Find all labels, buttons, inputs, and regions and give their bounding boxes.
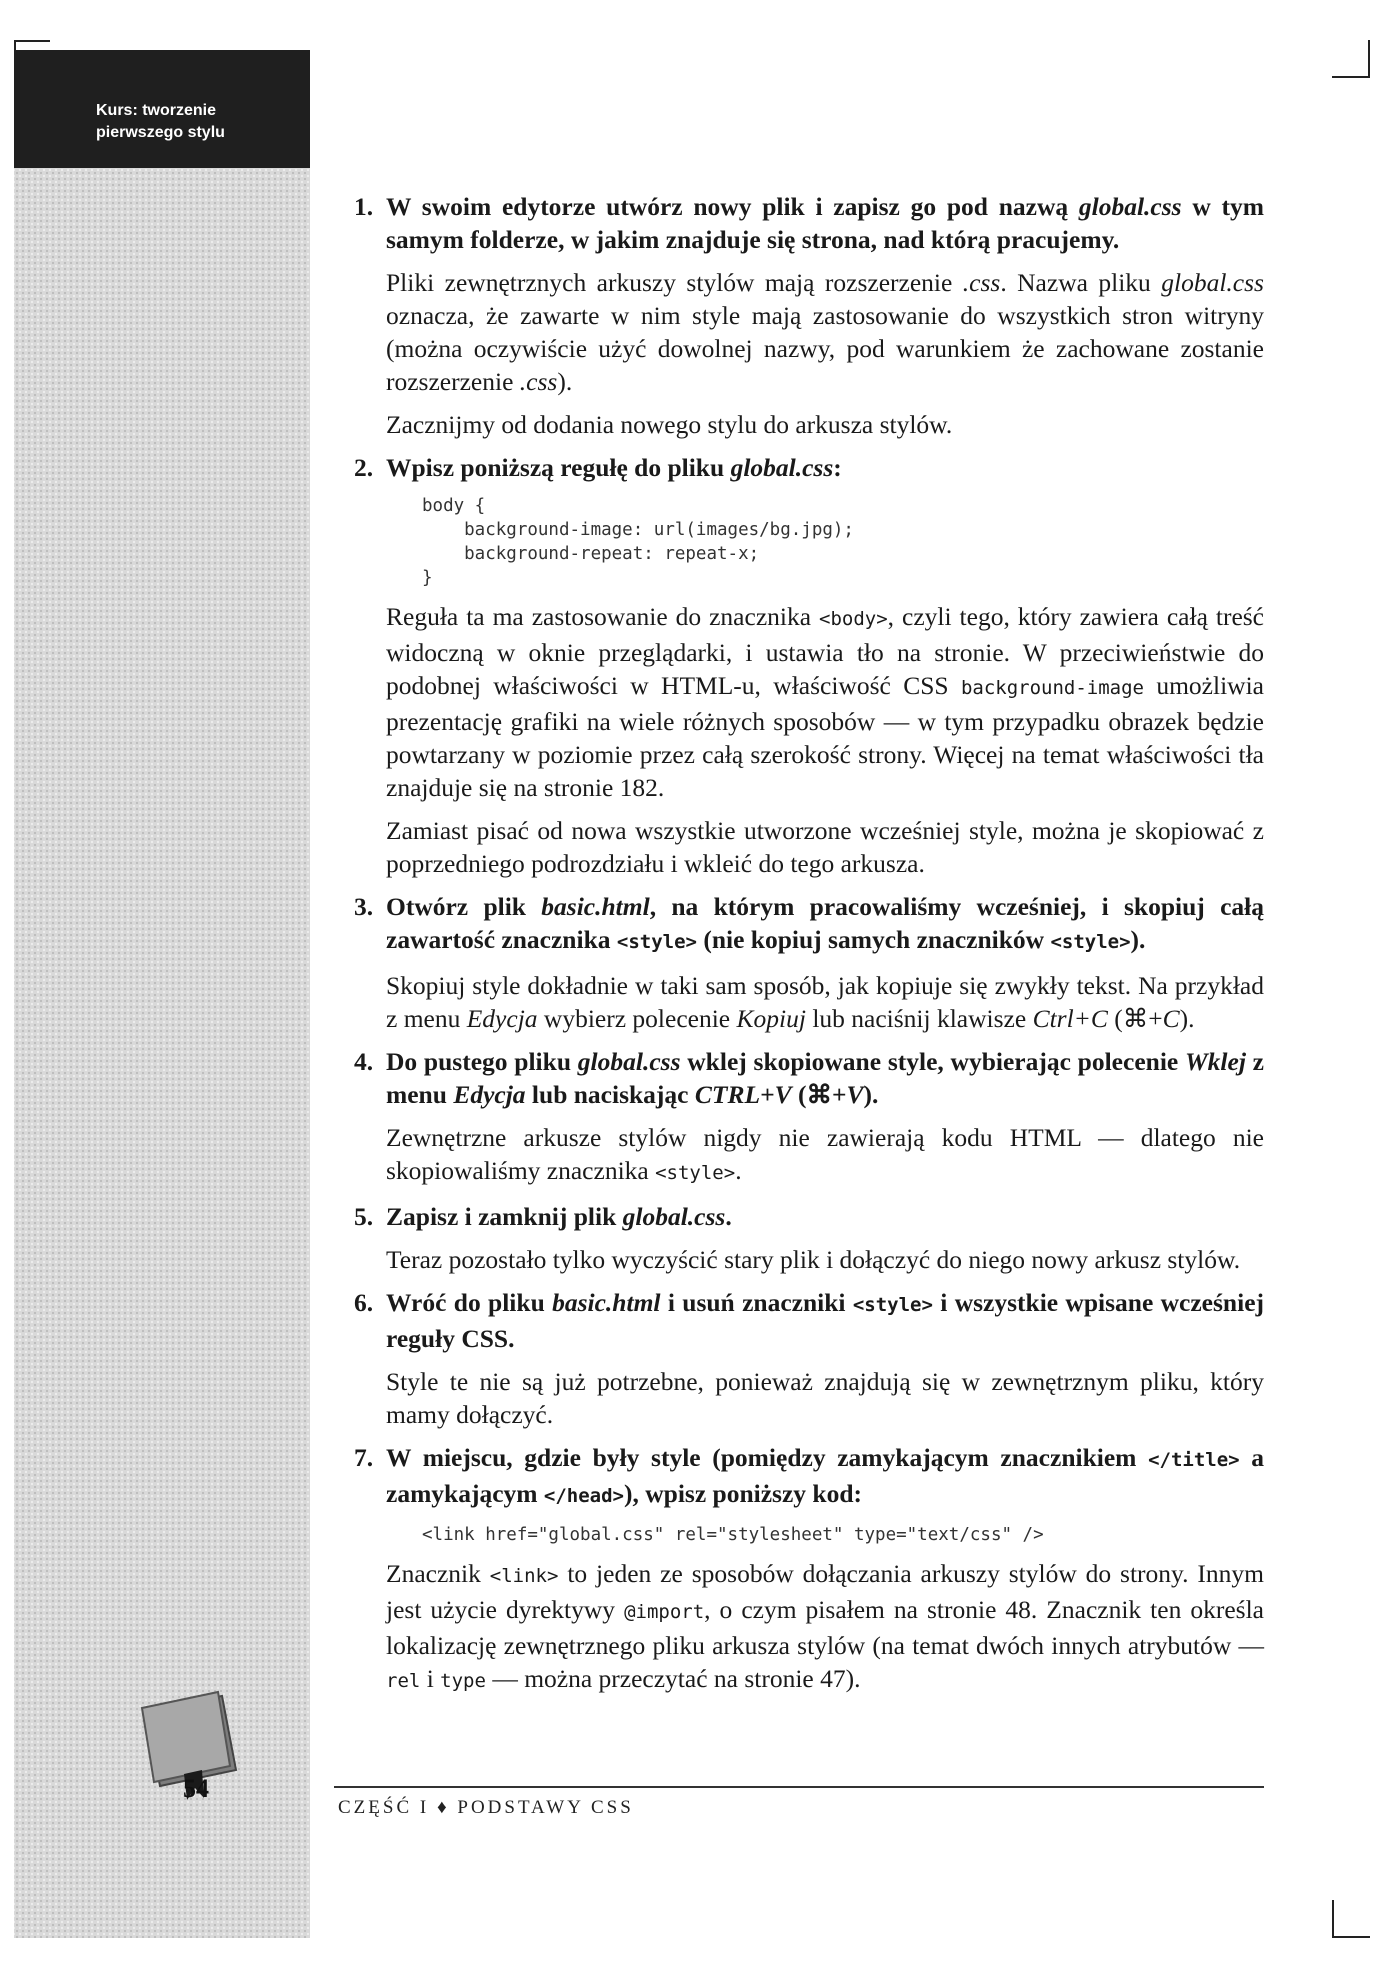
text: Pliki zewnętrznych arkuszy stylów mają rozszerzenie: [386, 268, 963, 297]
text: ).: [557, 367, 573, 396]
text: Wpisz poniższą regułę do pliku: [386, 453, 731, 482]
text: ).: [1130, 925, 1146, 954]
extension: .css: [519, 367, 558, 396]
text: W swoim edytorze utwórz nowy plik i zapisz go pod nazwą: [386, 192, 1079, 221]
chapter-label-line1: Kurs: tworzenie: [96, 102, 217, 119]
step-7-paragraph-1: [386, 1557, 1264, 1698]
step-1: [352, 190, 1264, 256]
inline-code: rel: [386, 1670, 421, 1692]
step-number: 5.: [354, 1202, 374, 1231]
text: ).: [1179, 1004, 1195, 1033]
text: to jeden ze sposobów dołączania arkuszy stylów do strony. Innym jest użycie dyrektywy: [386, 1559, 1264, 1624]
filename: global.css: [622, 1202, 726, 1231]
filename: basic.html: [552, 1288, 661, 1317]
text: i usuń znaczniki: [660, 1288, 853, 1317]
text: W miejscu, gdzie były style (pomiędzy zamykającym znacznikiem: [386, 1443, 1149, 1472]
text: , na którym pracowaliśmy wcześniej, i skopiuj całą zawartość znacznika: [386, 892, 1264, 954]
inline-code: <style>: [852, 1294, 933, 1316]
text: Wróć do pliku: [386, 1288, 553, 1317]
step-title: [386, 1441, 1264, 1513]
filename: global.css: [1078, 192, 1182, 221]
chapter-label: [96, 100, 306, 144]
filename: global.css: [577, 1047, 681, 1076]
text: umożliwia prezentację grafiki na wiele różnych sposobów — w tym przypadku obrazek będzie powtarzany w poziomie przez całą szerokość strony. Więcej na temat właściwości tła znajduje się na stronie 182.: [386, 671, 1264, 802]
filename: global.css: [730, 453, 834, 482]
text: wklej skopiowane style, wybierając polecenie: [680, 1047, 1185, 1076]
text: i: [420, 1664, 441, 1693]
text: lub naciskając: [525, 1080, 695, 1109]
running-footer: CZĘŚĆ I ♦ PODSTAWY CSS: [338, 1797, 634, 1818]
text: , o czym pisałem na stronie 48. Znacznik ten określa lokalizację zewnętrznego pliku arkusza stylów (na temat dwóch innych atrybutów —: [386, 1595, 1264, 1660]
footer-rule: [334, 1786, 1264, 1788]
filename: global.css: [1161, 268, 1264, 297]
step-5-paragraph-1: Teraz pozostało tylko wyczyścić stary plik i dołączyć do niego nowy arkusz stylów.: [386, 1245, 1241, 1274]
command-name: Kopiuj: [736, 1004, 806, 1033]
shortcut: CTRL+V: [694, 1080, 792, 1109]
inline-code: <link>: [489, 1565, 559, 1587]
step-3-paragraph-1: [386, 969, 1264, 1035]
step-1-paragraph-1: [386, 266, 1264, 398]
crop-mark-bottom-right: [1332, 1900, 1370, 1938]
chapter-label-line2: pierwszego stylu: [96, 124, 225, 141]
text: ).: [863, 1080, 879, 1109]
step-6: [352, 1286, 1264, 1355]
text: (nie kopiuj samych znaczników: [696, 925, 1051, 954]
inline-code: <style>: [1050, 931, 1131, 953]
text: lub naciśnij klawisze: [805, 1004, 1033, 1033]
inline-code: background-image: [960, 677, 1144, 699]
text: .: [725, 1202, 732, 1231]
chapter-tab: [14, 50, 310, 168]
text: :: [833, 453, 842, 482]
main-content: [352, 190, 1264, 1708]
step-6-paragraph-1: Style te nie są już potrzebne, ponieważ znajdują się w zewnętrznym pliku, który mamy dołączyć.: [386, 1367, 1264, 1429]
step-2: [352, 451, 1264, 484]
step-title: [386, 1286, 1264, 1355]
text: (⌘+: [1107, 1004, 1163, 1033]
inline-code: type: [440, 1670, 486, 1692]
step-number: 2.: [354, 453, 374, 482]
text: Znacznik: [386, 1559, 490, 1588]
inline-code: <body>: [819, 608, 888, 630]
text: (⌘+: [791, 1080, 847, 1109]
text: .: [735, 1156, 742, 1185]
page-number: 54: [183, 1774, 209, 1803]
text: Otwórz plik: [386, 892, 542, 921]
step-number: 6.: [354, 1288, 374, 1317]
text: ), wpisz poniższy kod:: [624, 1479, 863, 1508]
text: Zapisz i zamknij plik: [386, 1202, 623, 1231]
step-title: [386, 190, 1264, 256]
inline-code: <style>: [655, 1162, 736, 1184]
step-number: 4.: [354, 1047, 374, 1076]
step-number: 7.: [354, 1443, 374, 1472]
inline-code: </title>: [1148, 1449, 1240, 1471]
text: i wszystkie wpisane wcześniej reguły CSS.: [386, 1288, 1265, 1353]
text: Skopiuj style dokładnie w taki sam sposób, jak kopiuje się zwykły tekst. Na przykład z menu: [386, 971, 1264, 1033]
page-sidebar: [14, 50, 310, 1938]
inline-code: <style>: [616, 931, 697, 953]
menu-name: Edycja: [466, 1004, 538, 1033]
shortcut: V: [846, 1080, 864, 1109]
step-3: [352, 890, 1264, 959]
step-number: 3.: [354, 892, 374, 921]
text: z menu: [386, 1047, 1265, 1109]
text: a zamykającym: [386, 1443, 1265, 1508]
text: Zewnętrzne arkusze stylów nigdy nie zawierają kodu HTML — dlatego nie skopiowaliśmy znacznika: [386, 1123, 1264, 1185]
shortcut: Ctrl+C: [1032, 1004, 1108, 1033]
text: . Nazwa pliku: [1000, 268, 1162, 297]
step-2-paragraph-2: Zamiast pisać od nowa wszystkie utworzone wcześniej style, można je skopiować z poprzedniego podrozdziału i wkleić do tego arkusza.: [386, 816, 1264, 878]
text: oznacza, że zawarte w nim style mają zastosowanie do wszystkich stron witryny (można oczywiście użyć dowolnej nazwy, pod warunkiem że zachowane zostanie rozszerzenie: [386, 301, 1264, 396]
text: , czyli tego, który zawiera całą treść widoczną w oknie przeglądarki, i ustawia tło na stronie. W przeciwieństwie do podobnej właściwości w HTML-u, właściwość CSS: [386, 602, 1264, 700]
step-title: [386, 1045, 1264, 1111]
text: Reguła ta ma zastosowanie do znacznika: [386, 602, 820, 631]
step-number: 1.: [354, 192, 374, 221]
step-title: [386, 1200, 1264, 1233]
step-7: [352, 1441, 1264, 1513]
shortcut: C: [1162, 1004, 1180, 1033]
step-title: [386, 451, 1264, 484]
menu-name: Edycja: [453, 1080, 526, 1109]
inline-code: </head>: [543, 1485, 624, 1507]
step-title: [386, 890, 1264, 959]
text: Do pustego pliku: [386, 1047, 578, 1076]
inline-code: @import: [624, 1601, 705, 1623]
text: wybierz polecenie: [537, 1004, 737, 1033]
step-2-paragraph-1: [386, 600, 1264, 804]
text: w tym samym folderze, w jakim znajduje się strona, nad którą pracujemy.: [386, 192, 1264, 254]
filename: basic.html: [541, 892, 650, 921]
extension: .css: [962, 268, 1001, 297]
crop-mark-top-right: [1332, 40, 1370, 78]
code-block-css-rule: body { background-image: url(images/bg.jpg); background-repeat: repeat-x; }: [422, 496, 854, 588]
step-4-paragraph-1: [386, 1121, 1264, 1190]
step-4: [352, 1045, 1264, 1111]
step-1-paragraph-2: Zacznijmy od dodania nowego stylu do arkusza stylów.: [386, 410, 953, 439]
text: — można przeczytać na stronie 47).: [485, 1664, 861, 1693]
code-block-link-tag: <link href="global.css" rel="stylesheet" type="text/css" />: [422, 1525, 1044, 1545]
command-name: Wklej: [1185, 1047, 1246, 1076]
step-5: [352, 1200, 1264, 1233]
